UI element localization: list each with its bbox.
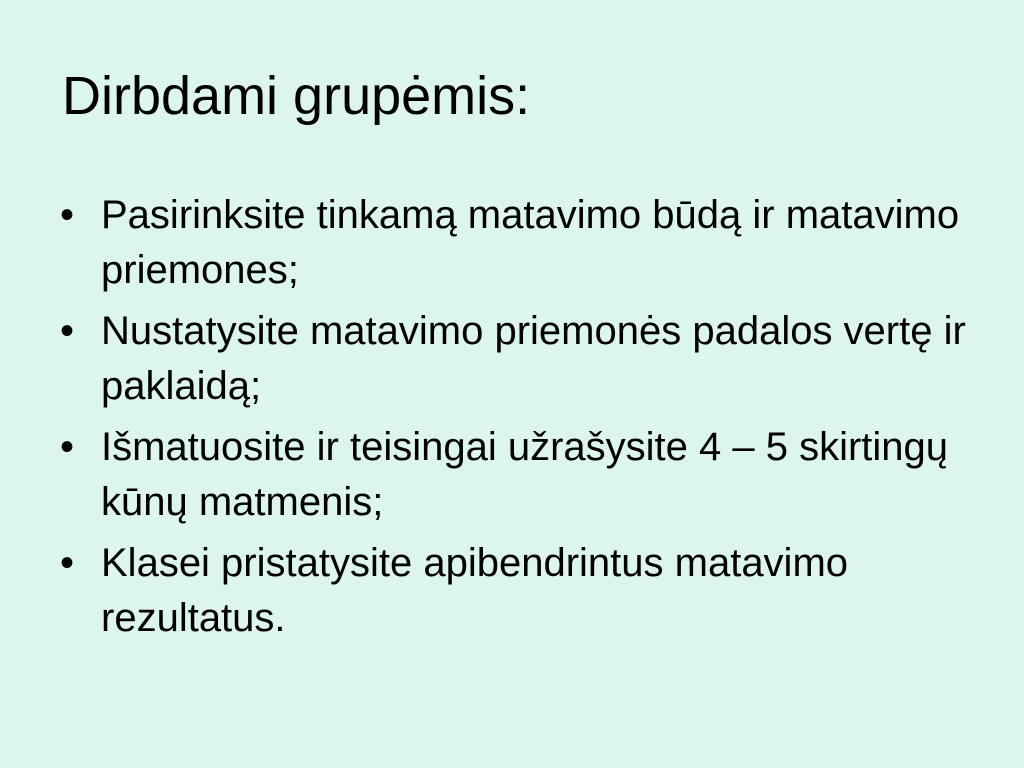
bullet-text: Nustatysite matavimo priemonės padalos vertę ir paklaidą;	[101, 309, 966, 408]
bullet-list	[60, 188, 980, 652]
bullet-icon: •	[60, 193, 75, 237]
bullet-text: Pasirinksite tinkamą matavimo būdą ir matavimo priemones;	[101, 193, 960, 292]
bullet-item	[60, 304, 980, 414]
bullet-icon: •	[60, 541, 75, 585]
bullet-icon: •	[60, 309, 75, 353]
bullet-item	[60, 188, 980, 298]
bullet-item	[60, 420, 980, 530]
bullet-text: Klasei pristatysite apibendrintus matavimo rezultatus.	[101, 541, 849, 640]
bullet-text: Išmatuosite ir teisingai užrašysite 4 – 5 skirtingų kūnų matmenis;	[101, 425, 949, 524]
bullet-item	[60, 536, 980, 646]
bullet-icon: •	[60, 425, 75, 469]
slide-title: Dirbdami grupėmis:	[62, 66, 531, 126]
